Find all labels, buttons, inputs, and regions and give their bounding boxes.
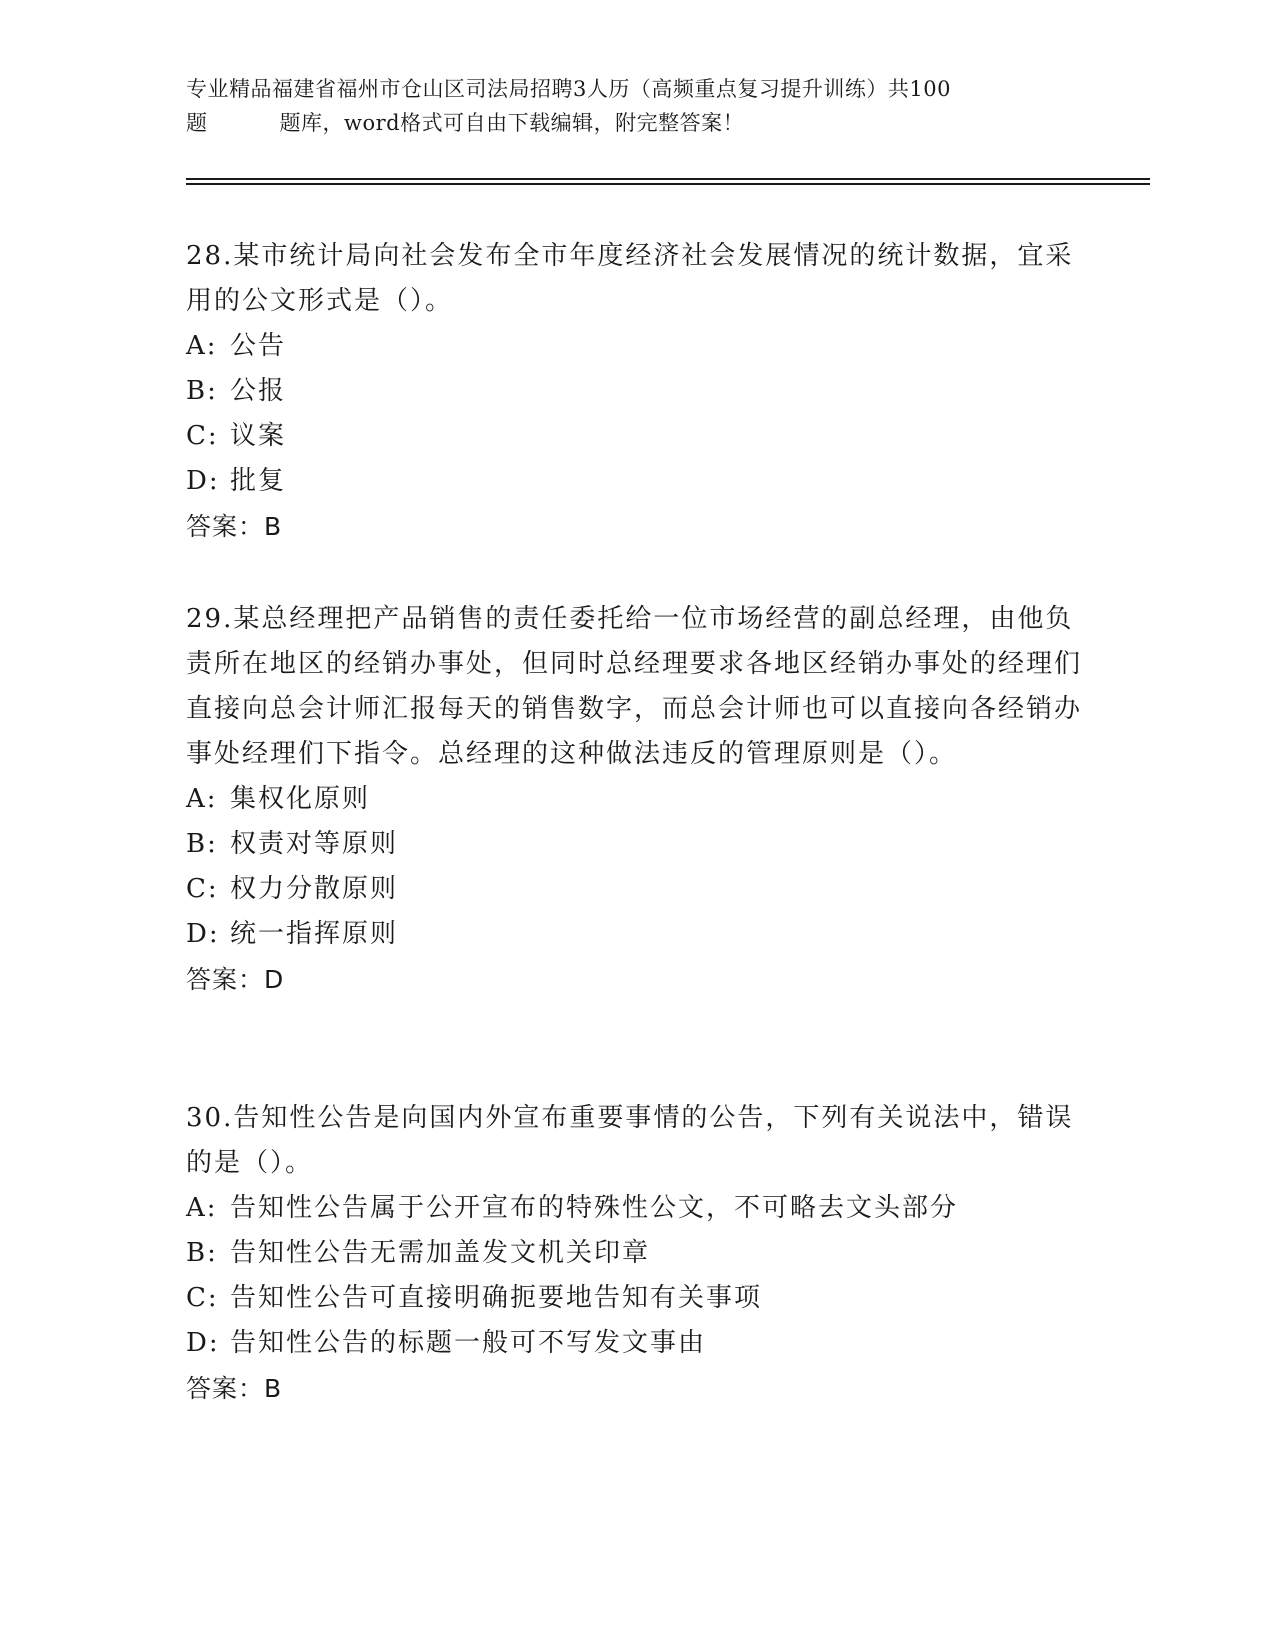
answer-line: 答案：D — [186, 965, 285, 994]
option-c — [186, 414, 1086, 459]
option-c — [186, 867, 1086, 912]
option-key: A: — [186, 784, 218, 814]
option-text: 统一指挥原则 — [230, 919, 399, 949]
question-29 — [186, 597, 1086, 1002]
option-d — [186, 459, 1086, 504]
question-28 — [186, 234, 1086, 549]
option-b — [186, 369, 1086, 414]
option-text: 公报 — [230, 376, 287, 406]
header-title-line2-right: 题库，word格式可自由下载编辑，附完整答案！ — [279, 111, 745, 135]
option-text: 告知性公告可直接明确扼要地告知有关事项 — [230, 1283, 763, 1313]
header-title-line2-left: 题 — [186, 111, 208, 135]
option-text: 告知性公告属于公开宣布的特殊性公文，不可略去文头部分 — [230, 1193, 959, 1223]
option-key: B: — [186, 376, 218, 406]
header-title-line2 — [186, 106, 1086, 140]
option-text: 权力分散原则 — [230, 874, 399, 904]
question-text: 29.某总经理把产品销售的责任委托给一位市场经营的副总经理，由他负责所在地区的经销办事处，但同时总经理要求各地区经销办事处的经理们直接向总会计师汇报每天的销售数字，而总会计师也可以直接向各经销办事处经理们下指令。总经理的这种做法违反的管理原则是（）。 — [186, 604, 1083, 769]
document-header — [186, 72, 1086, 140]
answer-line: 答案：B — [186, 512, 283, 541]
option-text: 告知性公告的标题一般可不写发文事由 — [230, 1328, 707, 1358]
option-text: 公告 — [230, 331, 287, 361]
question-text: 30.告知性公告是向国内外宣布重要事情的公告，下列有关说法中，错误的是（）。 — [186, 1103, 1074, 1178]
option-b — [186, 822, 1086, 867]
option-b — [186, 1231, 1086, 1276]
question-text: 28.某市统计局向社会发布全市年度经济社会发展情况的统计数据，宜采用的公文形式是（）。 — [186, 241, 1074, 316]
option-key: D: — [186, 1328, 220, 1358]
option-d — [186, 1321, 1086, 1366]
option-key: C: — [186, 1283, 219, 1313]
header-divider-bottom — [186, 183, 1150, 185]
option-key: A: — [186, 331, 218, 361]
option-a — [186, 324, 1086, 369]
option-text: 议案 — [230, 421, 287, 451]
option-d — [186, 912, 1086, 957]
option-text: 权责对等原则 — [230, 829, 399, 859]
option-key: A: — [186, 1193, 218, 1223]
option-key: C: — [186, 421, 219, 451]
option-c — [186, 1276, 1086, 1321]
header-title-line1: 专业精品福建省福州市仓山区司法局招聘3人历（高频重点复习提升训练）共100 — [186, 77, 951, 101]
header-divider-top — [186, 178, 1150, 180]
option-a — [186, 1186, 1086, 1231]
option-text: 批复 — [230, 466, 287, 496]
option-key: D: — [186, 919, 220, 949]
option-text: 集权化原则 — [230, 784, 371, 814]
option-key: B: — [186, 1238, 218, 1268]
answer-line: 答案：B — [186, 1374, 283, 1403]
option-text: 告知性公告无需加盖发文机关印章 — [230, 1238, 651, 1268]
option-key: C: — [186, 874, 219, 904]
option-a — [186, 777, 1086, 822]
option-key: B: — [186, 829, 218, 859]
question-30 — [186, 1096, 1086, 1411]
option-key: D: — [186, 466, 220, 496]
